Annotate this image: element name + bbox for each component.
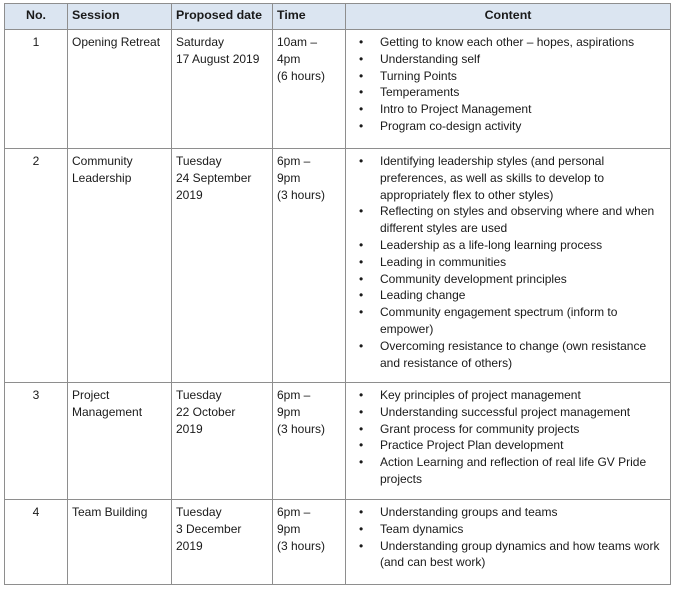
session-line: Community [72,154,133,168]
list-item: • Intro to Project Management [350,101,666,118]
time-line: 9pm [277,404,301,419]
list-item: • Community engagement spectrum (inform to empower) [350,304,666,338]
date-line: Saturday [176,35,225,49]
time-line: 9pm [277,521,301,536]
date-line: 24 September [176,170,252,185]
proposed-date [172,30,273,149]
date-line: Tuesday [176,154,222,168]
table-row [5,500,671,585]
list-item: • Understanding successful project management [350,404,666,421]
time-line: (3 hours) [277,187,326,202]
content-list [350,387,666,488]
header-no: No. [5,4,68,30]
date-line: Tuesday [176,505,222,519]
list-item: • Understanding self [350,51,666,68]
session-name [68,30,172,149]
session-schedule-table [4,3,671,585]
table-row [5,149,671,383]
content-list [350,153,666,371]
row-number: 4 [5,500,68,585]
time-line: 6pm – [277,388,311,402]
time-line: 6pm – [277,505,311,519]
list-item: • Key principles of project management [350,387,666,404]
proposed-date [172,500,273,585]
time-line: (3 hours) [277,421,326,436]
session-time [273,30,346,149]
header-session: Session [68,4,172,30]
header-time: Time [273,4,346,30]
proposed-date [172,149,273,383]
list-item: • Practice Project Plan development [350,437,666,454]
list-item: • Turning Points [350,68,666,85]
session-line: Project [72,388,110,402]
content-cell [346,30,671,149]
session-line: Opening Retreat [72,35,161,49]
list-item: • Team dynamics [350,521,666,538]
time-line: 6pm – [277,154,311,168]
list-item: • Leading in communities [350,254,666,271]
row-number: 3 [5,383,68,500]
proposed-date [172,383,273,500]
row-number: 1 [5,30,68,149]
date-line: 2019 [176,538,203,553]
list-item: • Program co-design activity [350,118,666,135]
content-cell [346,500,671,585]
list-item: • Action Learning and reflection of real life GV Pride projects [350,454,666,488]
time-line: (3 hours) [277,538,326,553]
list-item: • Overcoming resistance to change (own resistance and resistance of others) [350,338,666,372]
table-row [5,30,671,149]
date-line: 2019 [176,421,203,436]
row-number: 2 [5,149,68,383]
date-line: 2019 [176,187,203,202]
list-item: • Leadership as a life-long learning process [350,237,666,254]
time-line: 4pm [277,51,301,66]
date-line: 3 December [176,521,242,536]
content-list [350,504,666,571]
content-list [350,34,666,135]
session-line: Management [72,404,143,419]
session-time [273,500,346,585]
session-line: Leadership [72,170,132,185]
table-row [5,383,671,500]
list-item: • Understanding groups and teams [350,504,666,521]
session-time [273,149,346,383]
list-item: • Community development principles [350,271,666,288]
session-name [68,149,172,383]
list-item: • Identifying leadership styles (and personal preferences, as well as skills to develop to appropriately flex to other styles) [350,153,666,203]
time-line: 10am – [277,35,318,49]
session-name [68,500,172,585]
table-header-row [5,4,671,30]
list-item: • Leading change [350,287,666,304]
date-line: 17 August 2019 [176,51,260,66]
list-item: • Grant process for community projects [350,421,666,438]
date-line: 22 October [176,404,236,419]
time-line: (6 hours) [277,68,326,83]
content-cell [346,149,671,383]
header-proposed-date: Proposed date [172,4,273,30]
date-line: Tuesday [176,388,222,402]
content-cell [346,383,671,500]
list-item: • Understanding group dynamics and how teams work (and can best work) [350,538,666,572]
session-name [68,383,172,500]
session-time [273,383,346,500]
list-item: • Temperaments [350,84,666,101]
time-line: 9pm [277,170,301,185]
session-line: Team Building [72,505,148,519]
list-item: • Getting to know each other – hopes, aspirations [350,34,666,51]
header-content: Content [346,4,671,30]
list-item: • Reflecting on styles and observing where and when different styles are used [350,203,666,237]
